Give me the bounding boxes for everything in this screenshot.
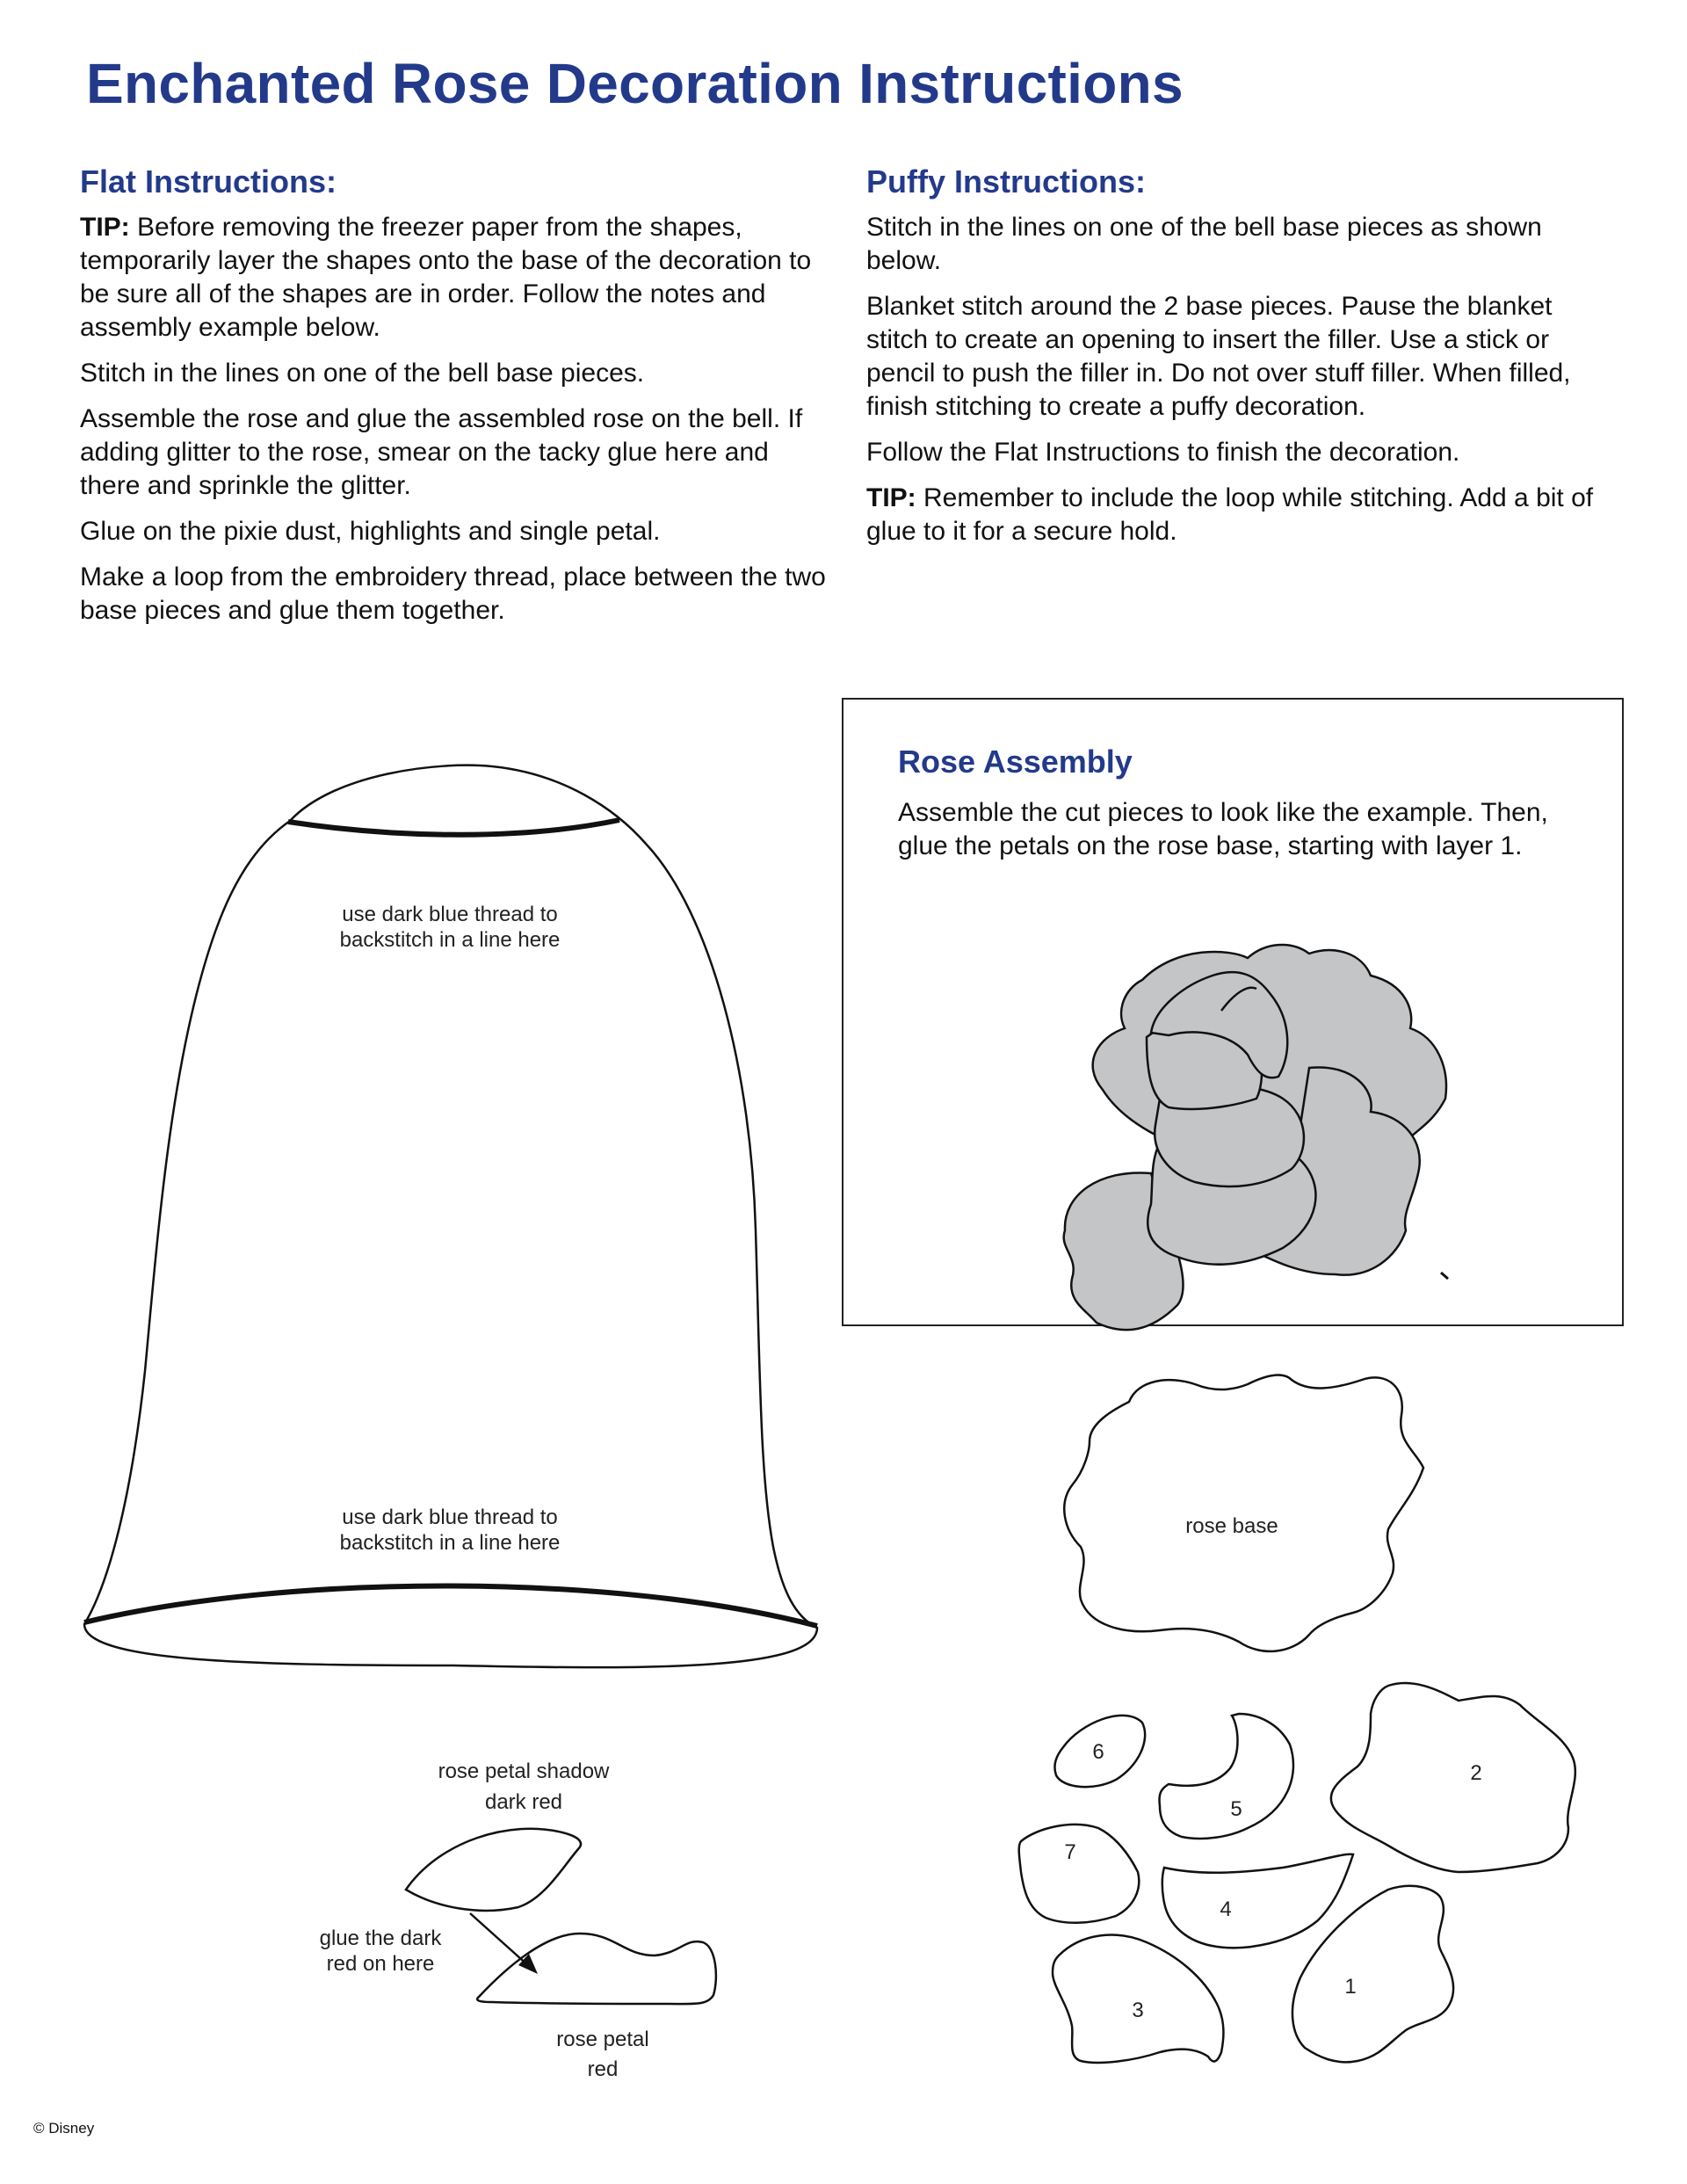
piece-3-label: 3 — [1132, 1999, 1144, 2022]
piece-1-label: 1 — [1344, 1975, 1357, 1999]
piece-7-shape — [1019, 1825, 1140, 1923]
page-title: Enchanted Rose Decoration Instructions — [86, 52, 1184, 115]
glue-label-2: red on here — [326, 1952, 435, 1976]
bell-top-note-1: use dark blue thread to — [342, 903, 558, 926]
piece-5-shape — [1159, 1714, 1292, 1839]
copyright: © Disney — [33, 2120, 95, 2137]
petal-shadow-label-2: dark red — [484, 1790, 563, 1814]
piece-2-shape — [1331, 1683, 1575, 1872]
piece-4-shape — [1162, 1854, 1353, 1948]
piece-1-shape — [1292, 1886, 1453, 2062]
assembly-text: Assemble the cut pieces to look like the example. Then, glue the petals on the rose base, starting with layer 1. — [898, 798, 1548, 860]
flat-tip-text: Before removing the freezer paper from the shapes, temporarily layer the shapes onto the base of the decoration to be sure all of the shapes are in order. Follow the notes and assembly example below. — [80, 213, 812, 342]
puffy-step-2: Blanket stitch around the 2 base pieces. Pause the blanket stitch to create an opening to insert the filler. Use a stick or pencil to push the filler in. Do not over stuff filler. When filled, finish stitching to create a puffy decoration. — [866, 292, 1571, 421]
puffy-tip-label: TIP: — [866, 483, 916, 512]
assembly-heading: Rose Assembly — [898, 744, 1133, 780]
flat-heading: Flat Instructions: — [80, 163, 337, 200]
petal-shadow-label-1: rose petal shadow — [438, 1760, 610, 1783]
glue-label-1: glue the dark — [319, 1926, 442, 1950]
piece-5-label: 5 — [1230, 1797, 1242, 1821]
bell-top-note-2: backstitch in a line here — [339, 928, 561, 952]
petal-red-label-1: rose petal — [556, 2028, 649, 2051]
arrow-icon — [470, 1913, 538, 1974]
flat-step-4: Make a loop from the embroidery thread, place between the two base pieces and glue them together. — [80, 562, 826, 625]
petal-red-label-2: red — [587, 2057, 619, 2081]
piece-7-label: 7 — [1064, 1840, 1076, 1864]
rose-base-shape — [1064, 1375, 1423, 1651]
piece-6-label: 6 — [1092, 1740, 1104, 1764]
rose-example-graphic — [1064, 945, 1446, 1330]
flat-step-1: Stitch in the lines on one of the bell base pieces. — [80, 359, 645, 388]
puffy-heading: Puffy Instructions: — [866, 163, 1147, 200]
flat-tip-label: TIP: — [80, 213, 130, 242]
puffy-step-3: Follow the Flat Instructions to finish the decoration. — [866, 438, 1460, 467]
piece-4-label: 4 — [1220, 1897, 1232, 1921]
flat-step-2: Assemble the rose and glue the assembled rose on the bell. If adding glitter to the rose, smear on the tacky glue here and there and sprinkle the glitter. — [80, 404, 803, 500]
piece-2-label: 2 — [1470, 1761, 1482, 1785]
bell-bottom-note-2: backstitch in a line here — [339, 1531, 561, 1555]
bell-top-stitch-line — [288, 820, 619, 835]
puffy-tip-text: Remember to include the loop while stitching. Add a bit of glue to it for a secure hold. — [866, 483, 1594, 546]
rose-petal-red-shape — [477, 1934, 716, 2004]
rose-base-label: rose base — [1185, 1514, 1278, 1538]
flat-step-3: Glue on the pixie dust, highlights and single petal. — [80, 517, 661, 546]
puffy-step-1: Stitch in the lines on one of the bell base pieces as shown below. — [866, 213, 1542, 275]
bell-bottom-note-1: use dark blue thread to — [342, 1506, 558, 1529]
bell-bottom-stitch-line — [84, 1585, 817, 1626]
rose-petal-shadow-shape — [406, 1829, 581, 1911]
rose-tick-mark — [1441, 1273, 1448, 1279]
